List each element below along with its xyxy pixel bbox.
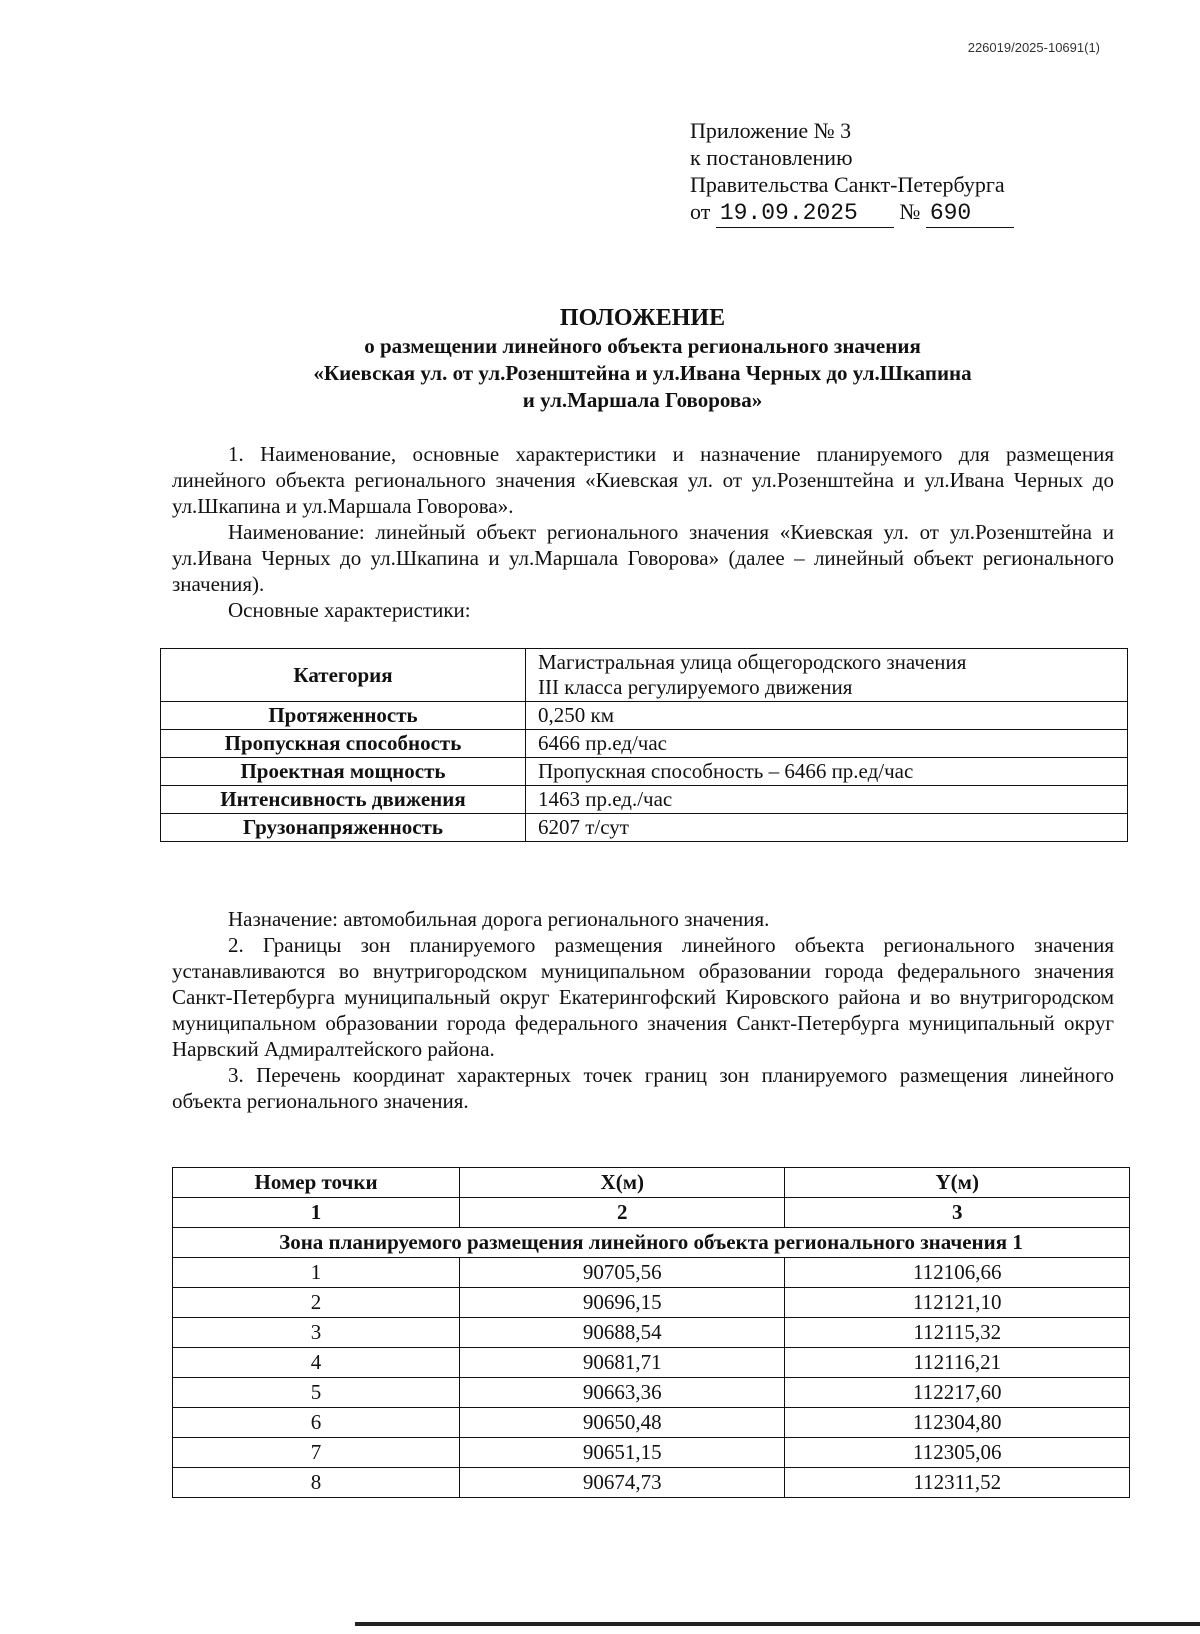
y-coordinate: 112121,10 [785,1288,1130,1318]
characteristic-key: Протяженность [161,702,526,730]
document-title [170,303,1115,414]
point-number: 7 [173,1438,460,1468]
point-number: 5 [173,1378,460,1408]
column-header: Номер точки [173,1168,460,1198]
x-coordinate: 90688,54 [460,1318,785,1348]
y-coordinate: 112305,06 [785,1438,1130,1468]
table-header-row [173,1168,1130,1198]
purpose-paragraph: Назначение: автомобильная дорога регионального значения. [228,907,770,931]
appendix-date-line [690,198,1014,228]
table-row [161,730,1128,758]
characteristic-value: 1463 пр.ед./час [526,786,1128,814]
section-2 [172,906,1114,1114]
table-row [173,1258,1130,1288]
characteristic-value: Пропускная способность – 6466 пр.ед/час [526,758,1128,786]
characteristic-value-line: Магистральная улица общегородского значения [538,650,967,674]
table-row [173,1348,1130,1378]
point-number: 6 [173,1408,460,1438]
point-number: 8 [173,1468,460,1498]
y-coordinate: 112106,66 [785,1258,1130,1288]
section-1-paragraph-1: 1. Наименование, основные характеристики и назначение планируемого для размещения линейного объекта регионального значения «Киевская ул. от ул.Розенштейна и ул.Ивана Черных до ул.Шкапина и ул.Маршала Говорова». [172,442,1114,518]
y-coordinate: 112217,60 [785,1378,1130,1408]
title-line-2: «Киевская ул. от ул.Розенштейна и ул.Ивана Черных до ул.Шкапина [313,361,972,385]
number-prefix: № [899,199,921,224]
column-header: Y(м) [785,1168,1130,1198]
section-1 [172,441,1114,623]
section-3-paragraph: 3. Перечень координат характерных точек границ зон планируемого размещения линейного объекта регионального значения. [172,1063,1114,1113]
characteristic-value: 6207 т/сут [526,814,1128,842]
characteristic-key: Грузонапряженность [161,814,526,842]
x-coordinate: 90696,15 [460,1288,785,1318]
characteristic-key: Проектная мощность [161,758,526,786]
appendix-line-3: Правительства Санкт-Петербурга [690,172,1005,197]
point-number: 1 [173,1258,460,1288]
y-coordinate: 112304,80 [785,1408,1130,1438]
y-coordinate: 112115,32 [785,1318,1130,1348]
point-number: 2 [173,1288,460,1318]
characteristics-table [160,648,1128,842]
characteristic-value: 6466 пр.ед/час [526,730,1128,758]
column-index: 1 [173,1198,460,1228]
title-line-3: и ул.Маршала Говорова» [522,388,763,412]
table-row [173,1378,1130,1408]
table-row [173,1288,1130,1318]
section-1-paragraph-2: Наименование: линейный объект регионального значения «Киевская ул. от ул.Розенштейна и ул.Ивана Черных до ул.Шкапина и ул.Маршала Говорова» (далее – линейный объект регионального значения). [172,520,1114,596]
x-coordinate: 90650,48 [460,1408,785,1438]
table-row [161,786,1128,814]
table-row [161,758,1128,786]
appendix-line-1: Приложение № 3 [690,118,852,143]
column-index: 2 [460,1198,785,1228]
y-coordinate: 112116,21 [785,1348,1130,1378]
characteristic-value [526,649,1128,702]
section-1-paragraph-3: Основные характеристики: [228,598,471,622]
appendix-line-2: к постановлению [690,145,853,170]
point-number: 4 [173,1348,460,1378]
point-number: 3 [173,1318,460,1348]
table-row [173,1438,1130,1468]
y-coordinate: 112311,52 [785,1468,1130,1498]
table-row [161,702,1128,730]
column-index: 3 [785,1198,1130,1228]
x-coordinate: 90651,15 [460,1438,785,1468]
x-coordinate: 90681,71 [460,1348,785,1378]
title-main: ПОЛОЖЕНИЕ [559,305,726,331]
zone-title: Зона планируемого размещения линейного объекта регионального значения 1 [173,1228,1130,1258]
table-row [173,1408,1130,1438]
scan-edge-divider [355,1622,1200,1626]
appendix-block [690,117,1014,228]
table-row [161,649,1128,702]
zone-title-row [173,1228,1130,1258]
section-2-paragraph: 2. Границы зон планируемого размещения линейного объекта регионального значения устанавливаются во внутригородском муниципальном образовании города федерального значения Санкт-Петербурга муниципальный округ Екатерингофский Кировского района и во внутригородском муниципальном образовании города федерального значения Санкт-Петербурга муниципальный округ Нарвский Адмиралтейского района. [172,933,1114,1061]
resolution-date: 19.09.2025 [716,200,894,228]
title-line-1: о размещении линейного объекта регионального значения [364,334,921,358]
x-coordinate: 90705,56 [460,1258,785,1288]
column-index-row [173,1198,1130,1228]
x-coordinate: 90674,73 [460,1468,785,1498]
date-prefix: от [690,199,711,224]
characteristic-value-line: III класса регулируемого движения [538,675,853,699]
column-header: X(м) [460,1168,785,1198]
table-row [173,1468,1130,1498]
characteristic-key: Категория [161,649,526,702]
characteristic-key: Интенсивность движения [161,786,526,814]
table-row [161,814,1128,842]
characteristic-value: 0,250 км [526,702,1128,730]
table-row [173,1318,1130,1348]
x-coordinate: 90663,36 [460,1378,785,1408]
coordinates-table [172,1167,1130,1498]
resolution-number: 690 [926,200,1014,228]
characteristic-key: Пропускная способность [161,730,526,758]
document-registration-number: 226019/2025-10691(1) [967,40,1100,55]
